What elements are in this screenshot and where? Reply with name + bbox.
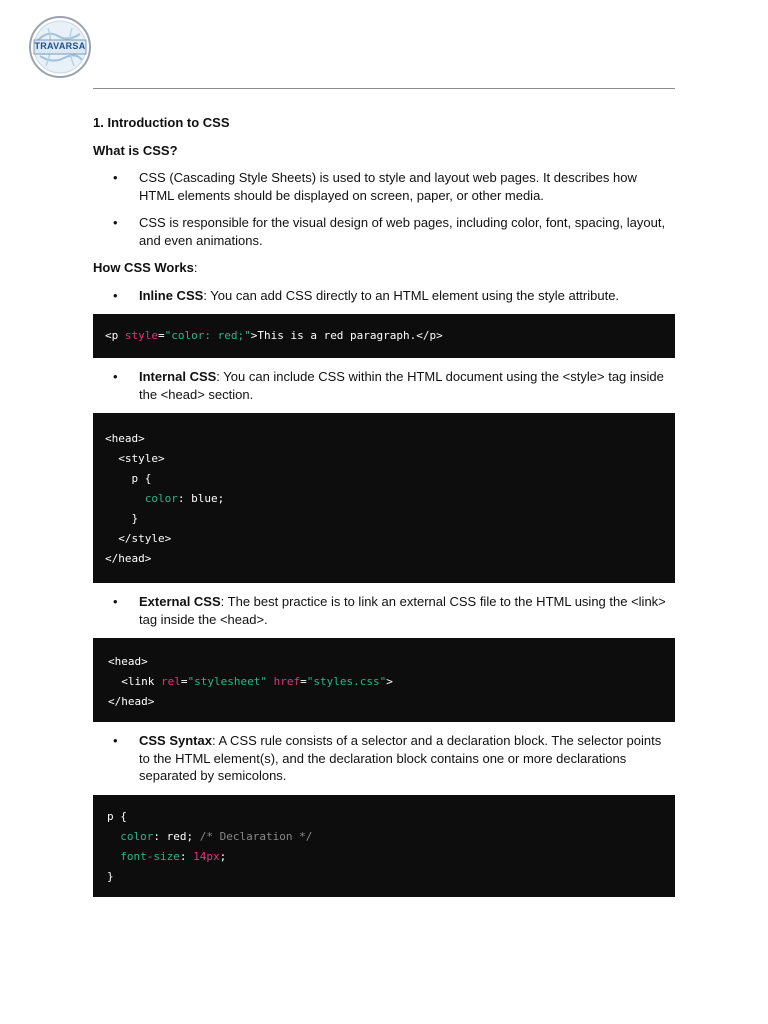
bullet-icon: •	[113, 369, 118, 384]
css-syntax-term: CSS Syntax	[139, 733, 212, 748]
code-token: >This is a red paragraph.</p>	[250, 329, 443, 342]
code-line	[107, 827, 663, 847]
bullet-icon: •	[113, 733, 118, 748]
code-token: rel	[160, 675, 181, 688]
how-css-works-label: How CSS Works	[93, 260, 194, 275]
code-token: >	[386, 675, 393, 688]
section-heading: 1. Introduction to CSS	[93, 115, 230, 130]
list-item	[93, 169, 675, 204]
code-line: </head>	[108, 695, 155, 708]
bullet-icon: •	[113, 287, 118, 303]
code-token	[107, 850, 120, 863]
list-item	[93, 287, 675, 305]
code-block-inline	[93, 314, 675, 358]
what-is-css-list	[93, 169, 675, 249]
code-token: =	[158, 329, 165, 342]
code-token: ;	[219, 849, 227, 863]
code-line	[107, 847, 663, 867]
code-block-external	[93, 638, 675, 722]
code-token	[267, 675, 274, 688]
code-token	[107, 830, 120, 843]
code-line	[105, 489, 663, 509]
code-token: /* Declaration */	[199, 829, 313, 843]
code-line: p {	[107, 809, 127, 823]
code-token: font-size	[120, 849, 180, 863]
css-syntax-list	[93, 732, 675, 785]
code-token: "styles.css"	[306, 675, 387, 688]
css-syntax-text: : A CSS rule consists of a selector and a declaration block. The selector points to the HTML element(s), and the declaration block contains one or more declarations separated by semicolons.	[139, 733, 662, 783]
bullet-icon: •	[113, 170, 118, 185]
logo	[28, 16, 92, 78]
code-token: <link	[108, 675, 161, 688]
code-token: : red;	[153, 829, 200, 843]
bullet-icon: •	[113, 594, 118, 609]
code-token: color	[144, 492, 178, 505]
code-token: =	[300, 675, 307, 688]
code-line: </style>	[105, 532, 172, 545]
code-token: color	[120, 829, 154, 843]
header-divider	[93, 88, 675, 89]
code-line: <head>	[105, 432, 145, 445]
list-item	[93, 732, 675, 785]
code-line: <head>	[108, 655, 148, 668]
list-item	[93, 593, 675, 628]
inline-css-term: Inline CSS	[139, 287, 204, 303]
how-css-works-heading	[93, 259, 675, 277]
code-block-syntax	[93, 795, 675, 897]
code-token	[105, 492, 145, 505]
internal-css-list	[93, 368, 675, 403]
external-css-term: External CSS	[139, 594, 221, 609]
code-line: p {	[105, 472, 152, 485]
list-item	[93, 214, 675, 249]
how-css-works-colon: :	[193, 260, 198, 275]
external-css-text: : The best practice is to link an external CSS file to the HTML using the <link> tag inside the <head>.	[139, 594, 666, 627]
code-block-internal	[93, 413, 675, 583]
code-token: :	[179, 849, 194, 863]
document-body	[93, 114, 675, 907]
code-token: "stylesheet"	[187, 675, 267, 688]
code-line: </head>	[105, 552, 152, 565]
bullet-text: CSS (Cascading Style Sheets) is used to style and layout web pages. It describes how HTML elements should be displayed on screen, paper, or other media.	[139, 170, 637, 203]
code-line	[108, 672, 663, 692]
logo-text: TRAVARSA	[34, 41, 86, 51]
code-token: style	[124, 329, 158, 342]
what-is-css-heading: What is CSS?	[93, 142, 178, 158]
inline-css-list	[93, 287, 675, 305]
code-token: : blue;	[177, 492, 225, 505]
code-line: <style>	[105, 452, 165, 465]
code-token: "color: red;"	[164, 329, 251, 342]
code-token: href	[273, 675, 301, 688]
code-line: }	[107, 869, 114, 883]
external-css-list	[93, 593, 675, 628]
list-item	[93, 368, 675, 403]
inline-css-text: : You can add CSS directly to an HTML element using the style attribute.	[203, 287, 620, 303]
internal-css-text: : You can include CSS within the HTML document using the <style> tag inside the <head> section.	[139, 369, 664, 402]
code-token: 14px	[193, 849, 220, 863]
code-token: <p	[105, 329, 125, 342]
bullet-text: CSS is responsible for the visual design of web pages, including color, font, spacing, layout, and even animations.	[139, 215, 666, 248]
code-line	[105, 326, 663, 346]
code-token: =	[180, 675, 188, 688]
internal-css-term: Internal CSS	[139, 369, 217, 384]
bullet-icon: •	[113, 215, 118, 230]
code-line: }	[105, 512, 139, 525]
